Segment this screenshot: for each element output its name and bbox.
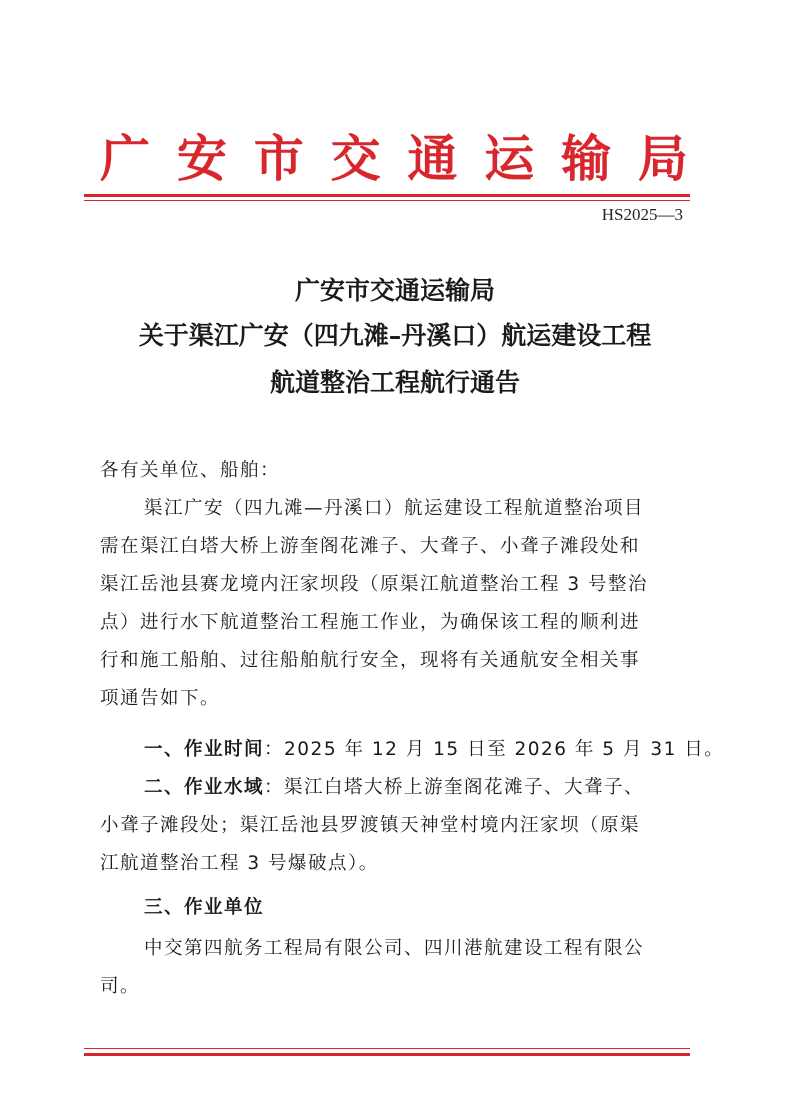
masthead-divider-thick [84, 194, 690, 197]
paragraph-line: 项通告如下。 [100, 688, 221, 709]
masthead-char: 市 [253, 129, 304, 188]
paragraph-line: 行和施工船舶、过往船舶航行安全，现将有关通航安全相关事 [100, 650, 641, 671]
paragraph-line: 司。 [100, 976, 141, 997]
section-1 [144, 735, 724, 761]
title-line-1: 广安市交通运输局 [294, 276, 495, 305]
masthead-char: 运 [484, 129, 535, 188]
masthead-char: 广 [100, 129, 150, 188]
section-2 [144, 773, 644, 799]
footer-divider-thick [84, 1053, 690, 1056]
section-2-heading: 二、作业水域 [144, 777, 265, 798]
title-line-2: 关于渠江广安（四九滩–丹溪口）航运建设工程 [138, 321, 652, 350]
masthead-char: 局 [637, 129, 688, 188]
masthead-char: 通 [407, 129, 458, 188]
title-line-3: 航道整治工程航行通告 [269, 368, 520, 397]
paragraph-line: 中交第四航务工程局有限公司、四川港航建设工程有限公 [144, 938, 645, 959]
paragraph-line: 渠江岳池县赛龙境内汪家坝段（原渠江航道整治工程 3 号整治 [100, 574, 649, 595]
paragraph-line: 江航道整治工程 3 号爆破点）。 [100, 853, 379, 874]
section-1-heading: 一、作业时间 [144, 739, 265, 760]
section-2-text: ：渠江白塔大桥上游奎阁花滩子、大聋子、 [264, 777, 645, 798]
salutation: 各有关单位、船舶： [100, 460, 281, 481]
masthead-divider-thin [84, 200, 690, 201]
section-3-heading: 三、作业单位 [144, 897, 265, 918]
section-1-text: ：2025 年 12 月 15 日至 2026 年 5 月 31 日。 [264, 739, 725, 760]
document-number: HS2025—3 [601, 205, 683, 224]
footer-divider-thin [84, 1048, 690, 1049]
paragraph-line: 渠江广安（四九滩—丹溪口）航运建设工程航道整治项目 [144, 498, 645, 519]
masthead-char: 交 [330, 129, 381, 188]
masthead-char: 输 [561, 129, 612, 188]
paragraph-line: 需在渠江白塔大桥上游奎阁花滩子、大聋子、小聋子滩段处和 [100, 536, 641, 557]
masthead-char: 安 [176, 129, 227, 188]
paragraph-line: 小聋子滩段处；渠江岳池县罗渡镇天神堂村境内汪家坝（原渠 [100, 815, 641, 836]
masthead-title [94, 120, 694, 190]
paragraph-line: 点）进行水下航道整治工程施工作业，为确保该工程的顺利进 [100, 612, 641, 633]
